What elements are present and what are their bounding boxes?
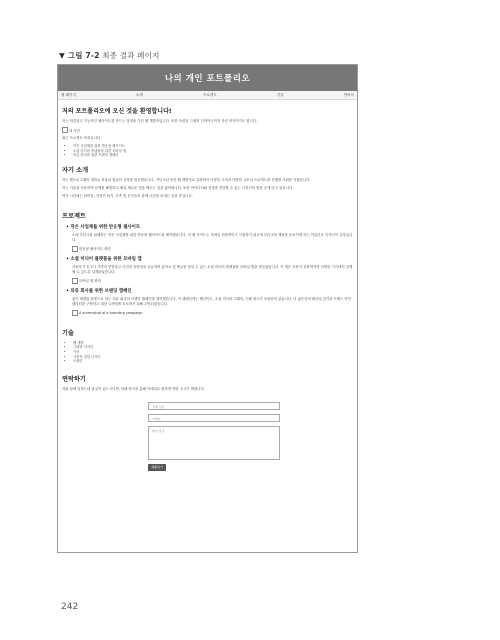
welcome-intro: 저는 아름답고 기능적인 웹사이트를 만드는 열정을 가진 웹 개발자입니다. 또한 숙련된 그래픽 디자이너이자 사진 작가이기도 합니다. (62, 119, 258, 123)
skills-list (62, 341, 353, 364)
project-image-alt: 반응형 웹사이트 화면 (79, 247, 111, 252)
project-item (62, 256, 353, 284)
recent-projects-list (62, 144, 353, 158)
projects-heading: 프로젝트 (62, 212, 86, 220)
page-content (58, 100, 357, 471)
contact-form (148, 402, 280, 471)
profile-image (62, 127, 353, 133)
skills-heading: 기술 (62, 329, 74, 337)
nav-link-about[interactable]: 소개 (135, 92, 143, 97)
about-section (62, 165, 353, 199)
project-image (72, 310, 353, 316)
profile-image-alt: 내 사진 (69, 128, 80, 133)
list-item: • 소셜 미디어 플랫폼을 위한 모바일 앱 (73, 149, 353, 154)
browser-screenshot (57, 64, 358, 553)
projects-section (62, 211, 353, 316)
figure-label: ▼ 그림 7-2 (59, 51, 100, 60)
list-item: • 사진 (73, 350, 353, 355)
nav-link-contact[interactable]: 연락처 (343, 92, 354, 97)
project-image-alt: 모바일 앱 화면 (79, 279, 101, 284)
broken-image-icon (72, 246, 78, 252)
contact-heading: 연락하기 (62, 375, 86, 383)
name-field[interactable]: 전체 이름 (148, 402, 280, 410)
broken-image-icon (72, 310, 78, 316)
contact-intro: 저와 함께 일하는데 관심이 있으시다면, 아래 양식을 통해 이메일로 편하게 연락 주시기 바랍니다. (62, 386, 205, 391)
nav-link-home[interactable]: 웹 페이지 (61, 92, 77, 97)
project-description: 소매 부티크를 판매하는 작은 사업체를 위한 반응형 웹사이트를 제작했습니다. 이 웹 사이트는 모바일 친화적이고 사용하기 쉬우며 부티크의 제품을 돋보이게 하는 아름다운 디자인이 특징입니다. (72, 232, 353, 242)
project-title-text: 작은 사업체를 위한 반응형 웹사이트 (70, 224, 141, 230)
project-image (72, 278, 353, 284)
list-item: • 의류 회사를 위한 브랜딩 캠페인 (73, 153, 353, 158)
about-heading: 자기 소개 (62, 166, 89, 174)
nav-link-skills[interactable]: 기술 (276, 92, 284, 97)
project-image-alt: A screenshot of a branding campaign (79, 310, 143, 315)
contact-section (62, 374, 353, 471)
broken-image-icon (62, 127, 68, 133)
figure-caption (59, 50, 160, 61)
welcome-heading: 저의 포트폴리오에 오신 것을 환영합니다! (62, 108, 172, 115)
project-image (72, 246, 353, 252)
project-title-text: 소셜 미디어 플랫폼을 위한 모바일 앱 (70, 256, 142, 262)
list-item: • 그래픽 디자인 (73, 345, 353, 350)
page-number: 242 (61, 602, 79, 612)
nav-bar (58, 91, 357, 100)
project-item (62, 224, 353, 252)
submit-button[interactable]: 제출하기 (148, 464, 166, 471)
project-title: • 의류 회사를 위한 브랜딩 캠페인 (66, 288, 132, 294)
project-title: • 소셜 미디어 플랫폼을 위한 모바일 앱 (66, 256, 142, 262)
list-item: • 작은 사업체를 위한 반응형 웹사이트 (73, 144, 353, 149)
email-field[interactable]: 이메일 (148, 414, 280, 422)
project-title-text: 의류 회사를 위한 브랜딩 캠페인 (70, 288, 132, 294)
recent-label: 최근 프로젝트 목록입니다. (62, 136, 102, 140)
about-paragraph-2: 저는 기술을 사용하여 문제를 해결하고 매일 새로운 것을 배우는 것을 좋아합니다. 또한 아이디어와 감정을 전달할 수 있는 디자인의 힘을 굳게 믿고 있습니다. (62, 185, 294, 190)
project-item (62, 288, 353, 316)
site-title: 나의 개인 포트폴리오 (164, 74, 251, 84)
list-item: • 사용자 경험 디자인 (73, 355, 353, 360)
project-description: 젊은 세대를 타겟으로 하는 의류 회사의 브랜딩 캠페인을 제작했습니다. 이 캠페인에는 웹사이트, 소셜 미디어 그래픽, 인쇄 광고가 포함되어 있습니다. 더 젊은층의 회사의 감각과 브랜드 아이덴티티를 구축하고 대상 고객에게 호소하기 위해 고안되었습니다. (72, 296, 352, 306)
message-field[interactable]: 메일 본문 (148, 426, 280, 460)
about-paragraph-1: 저는 웹프로그래머 대학교 서울의 컴퓨터 공학을 전공했습니다. 지난 5년 동안 웹 개발자로 일하면서 다양한 고객과 다양한 규모의 프로젝트를 진행할 기회를 가졌습니다. (62, 177, 311, 182)
about-paragraph-3: 여가 시간에는 하이킹, 자전거 타기, 가족 및 친구들과 함께 시간을 보내는 것을 즐깁니다. (62, 193, 193, 198)
figure-title: 최종 결과 페이지 (102, 51, 160, 60)
broken-image-icon (72, 278, 78, 284)
skills-section (62, 328, 353, 364)
list-item: • 웹 개발 (73, 341, 353, 346)
site-header (58, 65, 357, 91)
project-title: • 작은 사업체를 위한 반응형 웹사이트 (66, 224, 141, 230)
nav-link-projects[interactable]: 프로젝트 (202, 92, 217, 97)
project-description: 사용자가 친구나 가족과 연결하고 사진과 동영상을 공유하며 좋아요 및 댓글을 남길 수 있는 소셜 미디어 플랫폼용 모바일 앱을 만들었습니다. 이 앱은 사용자 친화적이며 다양한 기기에서 실행될 수 있도록 설계되었습니다. (72, 264, 353, 274)
list-item: • 브랜딩 (73, 359, 353, 364)
